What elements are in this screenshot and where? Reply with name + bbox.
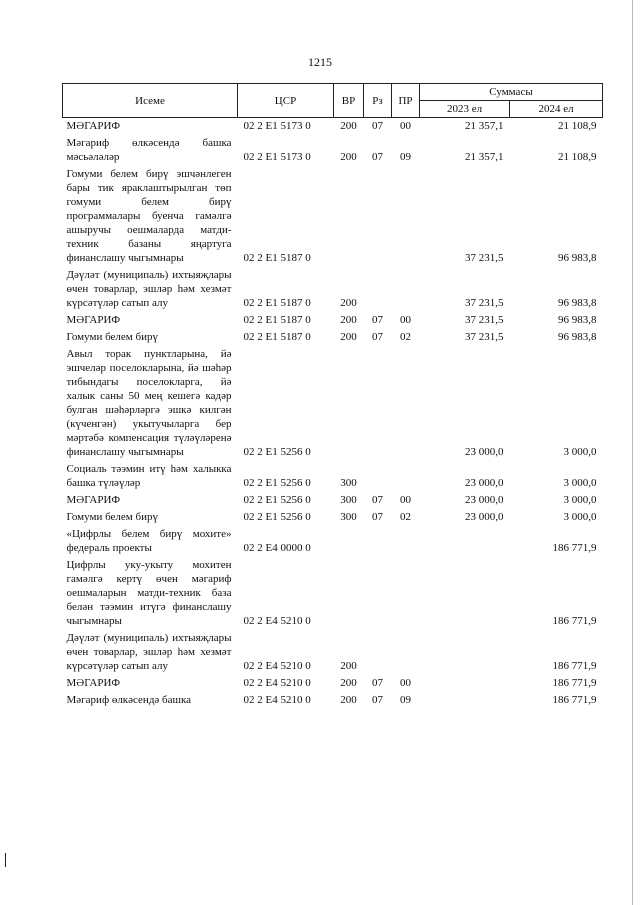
- row-name: МӘГАРИФ: [66, 677, 121, 689]
- row-sum-2024: 186 771,9: [552, 677, 597, 689]
- budget-table: [62, 83, 603, 709]
- row-rz: [364, 557, 392, 630]
- row-rz: [364, 526, 392, 557]
- row-pr: [392, 461, 420, 492]
- row-sum-2023: 21 357,1: [465, 120, 504, 132]
- row-sum-2024: 21 108,9: [558, 120, 597, 132]
- row-pr: 00: [400, 494, 411, 506]
- row-sum-2024: 96 983,8: [558, 252, 597, 264]
- row-sum-2024: 186 771,9: [552, 694, 597, 706]
- row-pr: [392, 557, 420, 630]
- row-sum-2023: 23 000,0: [465, 477, 504, 489]
- row-name: Дәүләт (муниципаль) ихтыяҗлары өчен товарлар, эшләр һәм хезмәт күрсәтүләр сатып алу: [66, 632, 232, 672]
- row-name: «Цифрлы белем бирү мохите» федераль проекты: [66, 528, 232, 554]
- row-sum-2023: 37 231,5: [465, 331, 504, 343]
- row-vr: [334, 166, 364, 267]
- table-row: [63, 630, 603, 675]
- header-name: Исеме: [63, 84, 238, 118]
- row-rz: [364, 461, 392, 492]
- header-sums: Суммасы: [420, 84, 603, 101]
- table-row: [63, 135, 603, 166]
- header-rz: Рз: [364, 84, 392, 118]
- row-pr: [392, 267, 420, 312]
- row-csr: 02 2 E1 5173 0: [243, 151, 311, 163]
- table-row: [63, 346, 603, 461]
- row-vr: 300: [340, 511, 357, 523]
- row-sum-2023: 23 000,0: [465, 511, 504, 523]
- row-rz: 07: [372, 151, 383, 163]
- row-sum-2023: [420, 675, 510, 692]
- row-sum-2023: 21 357,1: [465, 151, 504, 163]
- row-sum-2024: 96 983,8: [558, 331, 597, 343]
- row-vr: 200: [340, 151, 357, 163]
- row-pr: [392, 526, 420, 557]
- header-vr: ВР: [334, 84, 364, 118]
- row-rz: [364, 630, 392, 675]
- row-sum-2024: 3 000,0: [563, 511, 597, 523]
- row-vr: [334, 346, 364, 461]
- row-pr: [392, 166, 420, 267]
- row-name: МӘГАРИФ: [66, 494, 121, 506]
- row-csr: 02 2 E1 5256 0: [243, 511, 311, 523]
- table-row: [63, 329, 603, 346]
- row-name: Мәгариф өлкәсендә башка: [66, 694, 192, 706]
- row-csr: 02 2 E1 5256 0: [243, 477, 311, 489]
- row-sum-2024: 186 771,9: [552, 615, 597, 627]
- row-csr: 02 2 E4 5210 0: [243, 694, 311, 706]
- row-csr: 02 2 E1 5187 0: [243, 331, 311, 343]
- row-csr: 02 2 E1 5256 0: [243, 494, 311, 506]
- row-name: МӘГАРИФ: [66, 314, 121, 326]
- row-pr: 00: [400, 677, 411, 689]
- row-csr: 02 2 E4 5210 0: [243, 615, 311, 627]
- row-pr: 00: [400, 314, 411, 326]
- row-csr: 02 2 E4 5210 0: [243, 677, 311, 689]
- row-vr: 300: [340, 494, 357, 506]
- row-pr: 00: [400, 120, 411, 132]
- row-sum-2023: 23 000,0: [465, 494, 504, 506]
- row-pr: [392, 346, 420, 461]
- row-pr: 02: [400, 331, 411, 343]
- page-number: 1215: [308, 55, 332, 69]
- row-rz: 07: [372, 511, 383, 523]
- row-sum-2024: 96 983,8: [558, 297, 597, 309]
- row-sum-2023: [420, 526, 510, 557]
- table-row: [63, 692, 603, 709]
- row-csr: 02 2 E1 5187 0: [243, 314, 311, 326]
- row-sum-2024: 186 771,9: [552, 542, 597, 554]
- table-row: [63, 312, 603, 329]
- table-body: [63, 118, 603, 710]
- row-sum-2023: [420, 557, 510, 630]
- row-vr: 200: [340, 660, 357, 672]
- row-sum-2023: 37 231,5: [465, 314, 504, 326]
- row-name: Цифрлы уку-укыту мохитен гамәлгә кертү өчен мәгариф оешмаларын матди-техник база белән тәэмин итүгә финанслашу чыгымнары: [66, 559, 232, 627]
- row-name: Гомуми белем бирү эшчәнлеген бары тик яраклаштырылган төп гомуми белем бирү программалары буенча гамәлгә ашыручы оешмаларда матди-техник базаны яңартуга финанслашу чыгымнары: [66, 168, 232, 264]
- row-rz: 07: [372, 331, 383, 343]
- row-pr: 02: [400, 511, 411, 523]
- row-sum-2024: 186 771,9: [552, 660, 597, 672]
- row-rz: 07: [372, 494, 383, 506]
- row-name: Дәүләт (муниципаль) ихтыяҗлары өчен товарлар, эшләр һәм хезмәт күрсәтүләр сатып алу: [66, 269, 232, 309]
- table-row: [63, 267, 603, 312]
- row-vr: 200: [340, 120, 357, 132]
- row-name: Гомуми белем бирү: [66, 331, 158, 343]
- header-year-2023: 2023 ел: [420, 101, 510, 118]
- row-pr: [392, 630, 420, 675]
- row-vr: 200: [340, 331, 357, 343]
- row-sum-2024: 3 000,0: [563, 494, 597, 506]
- row-csr: 02 2 E1 5187 0: [243, 252, 311, 264]
- row-rz: [364, 267, 392, 312]
- table-header: [63, 84, 603, 118]
- row-name: Мәгариф өлкәсендә башка мәсьәләләр: [66, 137, 232, 163]
- table-row: [63, 675, 603, 692]
- row-name: Авыл торак пунктларына, йә эшчеләр поселокларына, йә шәһәр тибындагы поселокларга, йә халык саны 50 мең кешегә кадәр булган шәһәрләргә эшкә килгән (күченгән) укытучыларга бер мәртәбә компенсация түләүләренә финанслашу чыгымнары: [66, 348, 232, 458]
- row-rz: 07: [372, 120, 383, 132]
- row-rz: 07: [372, 694, 383, 706]
- table-row: [63, 166, 603, 267]
- row-pr: 09: [400, 694, 411, 706]
- row-vr: 200: [340, 297, 357, 309]
- row-csr: 02 2 E4 5210 0: [243, 660, 311, 672]
- table-row: [63, 118, 603, 136]
- row-sum-2023: 37 231,5: [465, 252, 504, 264]
- row-rz: 07: [372, 314, 383, 326]
- row-sum-2023: [420, 692, 510, 709]
- row-pr: 09: [400, 151, 411, 163]
- page-edge-line: [632, 0, 633, 905]
- row-name: Гомуми белем бирү: [66, 511, 158, 523]
- row-csr: 02 2 E4 0000 0: [243, 542, 311, 554]
- header-csr: ЦСР: [238, 84, 334, 118]
- row-csr: 02 2 E1 5173 0: [243, 120, 311, 132]
- row-sum-2024: 21 108,9: [558, 151, 597, 163]
- row-vr: 200: [340, 694, 357, 706]
- row-sum-2023: 37 231,5: [465, 297, 504, 309]
- row-vr: [334, 557, 364, 630]
- table-row: [63, 509, 603, 526]
- row-vr: 200: [340, 677, 357, 689]
- table-row: [63, 461, 603, 492]
- row-name: МӘГАРИФ: [66, 120, 121, 132]
- row-vr: 300: [340, 477, 357, 489]
- row-sum-2024: 3 000,0: [563, 477, 597, 489]
- row-rz: 07: [372, 677, 383, 689]
- header-pr: ПР: [392, 84, 420, 118]
- row-rz: [364, 346, 392, 461]
- row-name: Социаль тәэмин итү һәм халыкка башка түләүләр: [66, 463, 232, 489]
- header-year-2024: 2024 ел: [510, 101, 603, 118]
- row-rz: [364, 166, 392, 267]
- row-sum-2023: 23 000,0: [465, 446, 504, 458]
- row-sum-2024: 3 000,0: [563, 446, 597, 458]
- row-sum-2024: 96 983,8: [558, 314, 597, 326]
- row-csr: 02 2 E1 5187 0: [243, 297, 311, 309]
- row-vr: [334, 526, 364, 557]
- table-row: [63, 557, 603, 630]
- table-row: [63, 492, 603, 509]
- table-row: [63, 526, 603, 557]
- margin-mark: [5, 853, 6, 867]
- row-sum-2023: [420, 630, 510, 675]
- row-csr: 02 2 E1 5256 0: [243, 446, 311, 458]
- row-vr: 200: [340, 314, 357, 326]
